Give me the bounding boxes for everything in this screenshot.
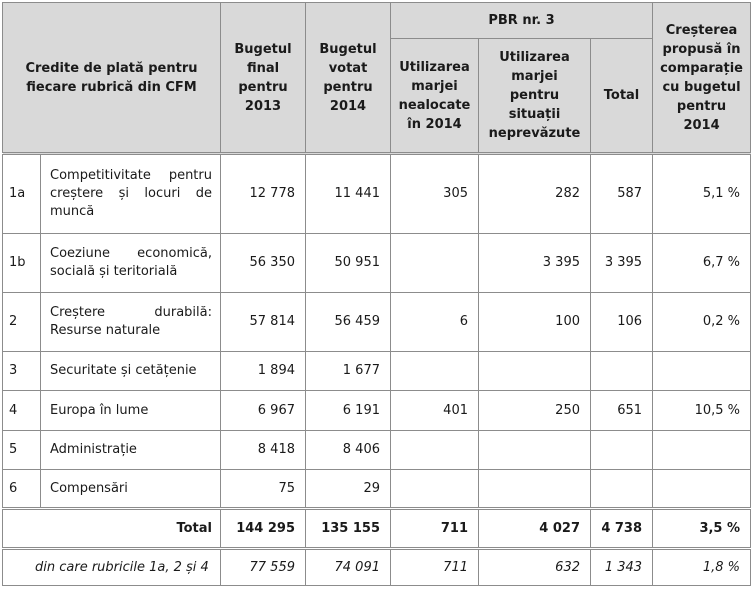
header-margin-contingency: Utilizarea marjei pentru situații neprevăzute: [479, 39, 591, 154]
subtotal-budget-2014: 74 091: [306, 549, 391, 586]
header-budget-2013: Bugetul final pentru 2013: [221, 3, 306, 154]
row-label: Coeziune economică, socială și teritorială: [41, 234, 221, 293]
subtotal-unallocated: 711: [391, 549, 479, 586]
row-code: 6: [3, 470, 41, 509]
cell-unallocated: 401: [391, 391, 479, 431]
cell-budget-2013: 75: [221, 470, 306, 509]
header-pbr: PBR nr. 3: [391, 3, 653, 39]
budget-table: [2, 2, 751, 586]
header-credits: Credite de plată pentru fiecare rubrică din CFM: [3, 3, 221, 154]
table-row: [3, 431, 751, 470]
header-budget-2014: Bugetul votat pentru 2014: [306, 3, 391, 154]
cell-budget-2013: 56 350: [221, 234, 306, 293]
cell-unallocated: [391, 352, 479, 391]
cell-budget-2014: 56 459: [306, 293, 391, 352]
row-label: Administrație: [41, 431, 221, 470]
header-increase: Creșterea propusă în comparație cu bugetul pentru 2014: [653, 3, 751, 154]
cell-total: [591, 431, 653, 470]
cell-total: 3 395: [591, 234, 653, 293]
header-total: Total: [591, 39, 653, 154]
total-budget-2014: 135 155: [306, 509, 391, 549]
cell-unallocated: [391, 234, 479, 293]
row-label: Compensări: [41, 470, 221, 509]
header-margin-unallocated: Utilizarea marjei nealocate în 2014: [391, 39, 479, 154]
total-row: [3, 509, 751, 549]
subtotal-label: din care rubricile 1a, 2 și 4: [3, 549, 221, 586]
cell-total: 106: [591, 293, 653, 352]
cell-budget-2014: 11 441: [306, 154, 391, 234]
row-label: Competitivitate pentru creștere și locuri de muncă: [41, 154, 221, 234]
cell-contingency: [479, 352, 591, 391]
cell-total: 587: [591, 154, 653, 234]
cell-budget-2013: 6 967: [221, 391, 306, 431]
cell-increase: 5,1 %: [653, 154, 751, 234]
table-row: [3, 352, 751, 391]
cell-increase: [653, 431, 751, 470]
row-code: 3: [3, 352, 41, 391]
row-code: 5: [3, 431, 41, 470]
cell-budget-2014: 6 191: [306, 391, 391, 431]
cell-total: 651: [591, 391, 653, 431]
cell-budget-2013: 12 778: [221, 154, 306, 234]
cell-budget-2014: 50 951: [306, 234, 391, 293]
cell-budget-2013: 8 418: [221, 431, 306, 470]
subtotal-contingency: 632: [479, 549, 591, 586]
cell-increase: [653, 470, 751, 509]
total-label: Total: [3, 509, 221, 549]
cell-budget-2014: 8 406: [306, 431, 391, 470]
budget-table-container: [2, 2, 751, 586]
cell-increase: 6,7 %: [653, 234, 751, 293]
cell-increase: [653, 352, 751, 391]
cell-unallocated: 6: [391, 293, 479, 352]
row-code: 4: [3, 391, 41, 431]
subtotal-budget-2013: 77 559: [221, 549, 306, 586]
cell-increase: 0,2 %: [653, 293, 751, 352]
cell-budget-2014: 29: [306, 470, 391, 509]
subtotal-total: 1 343: [591, 549, 653, 586]
total-unallocated: 711: [391, 509, 479, 549]
row-code: 2: [3, 293, 41, 352]
row-label: Securitate și cetățenie: [41, 352, 221, 391]
cell-budget-2013: 57 814: [221, 293, 306, 352]
cell-budget-2013: 1 894: [221, 352, 306, 391]
cell-unallocated: 305: [391, 154, 479, 234]
cell-contingency: [479, 431, 591, 470]
total-total: 4 738: [591, 509, 653, 549]
cell-unallocated: [391, 470, 479, 509]
cell-contingency: 250: [479, 391, 591, 431]
row-code: 1b: [3, 234, 41, 293]
cell-increase: 10,5 %: [653, 391, 751, 431]
cell-contingency: 3 395: [479, 234, 591, 293]
cell-unallocated: [391, 431, 479, 470]
table-row: [3, 391, 751, 431]
total-contingency: 4 027: [479, 509, 591, 549]
cell-contingency: [479, 470, 591, 509]
cell-contingency: 100: [479, 293, 591, 352]
subtotal-increase: 1,8 %: [653, 549, 751, 586]
row-code: 1a: [3, 154, 41, 234]
cell-total: [591, 352, 653, 391]
table-row: [3, 293, 751, 352]
cell-total: [591, 470, 653, 509]
total-budget-2013: 144 295: [221, 509, 306, 549]
subtotal-row: [3, 549, 751, 586]
row-label: Europa în lume: [41, 391, 221, 431]
table-row: [3, 470, 751, 509]
table-row: [3, 154, 751, 234]
total-increase: 3,5 %: [653, 509, 751, 549]
table-row: [3, 234, 751, 293]
cell-contingency: 282: [479, 154, 591, 234]
cell-budget-2014: 1 677: [306, 352, 391, 391]
row-label: Creștere durabilă: Resurse naturale: [41, 293, 221, 352]
